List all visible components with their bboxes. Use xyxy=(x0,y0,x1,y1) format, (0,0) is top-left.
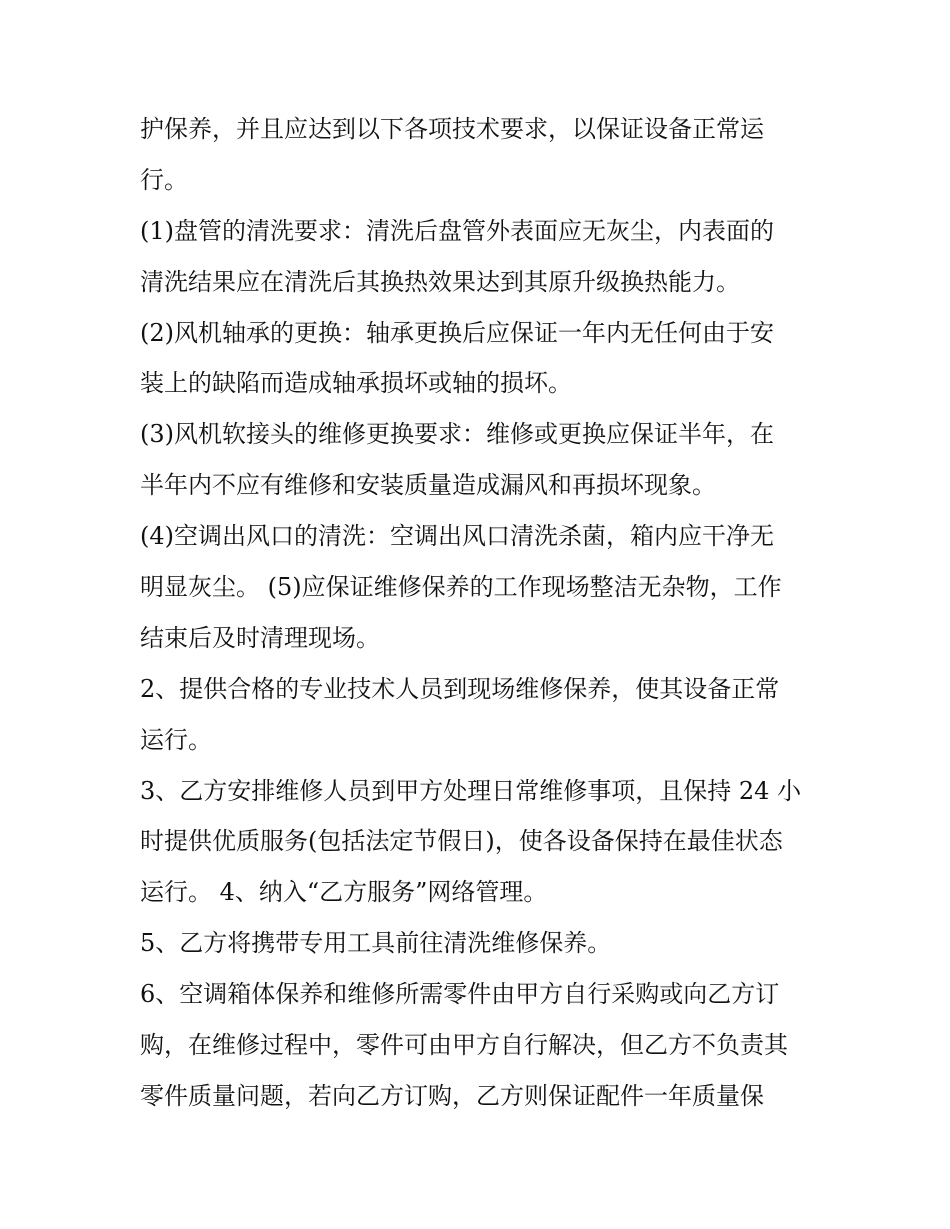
text-line: 半年内不应有维修和安装质量造成漏风和再损坏现象。 xyxy=(140,471,716,500)
text-line: 结束后及时清理现场。 xyxy=(140,623,380,652)
text-line: 清洗结果应在清洗后其换热效果达到其原升级换热能力。 xyxy=(140,267,740,296)
text-line: 时提供优质服务(包括法定节假日)，使各设备保持在最佳状态 xyxy=(140,827,783,856)
text-line: 护保养，并且应达到以下各项技术要求，以保证设备正常运 xyxy=(140,115,764,143)
text-line: 5、乙方将携带专用工具前往清洗维修保养。 xyxy=(140,929,612,958)
text-line: 3、乙方安排维修人员到甲方处理日常维修事项，且保持 24 小 xyxy=(140,776,802,805)
document-body xyxy=(140,104,820,1122)
text-line: 运行。 xyxy=(140,725,212,754)
text-line: 行。 xyxy=(140,165,188,194)
text-line: 明显灰尘。 (5)应保证维修保养的工作现场整洁无杂物，工作 xyxy=(140,573,782,602)
text-line: (4)空调出风口的清洗：空调出风口清洗杀菌，箱内应干净无 xyxy=(140,522,774,551)
text-line: 运行。 4、纳入“乙方服务”网络管理。 xyxy=(140,878,548,907)
text-line: (3)风机软接头的维修更换要求：维修或更换应保证半年，在 xyxy=(140,420,774,449)
text-line: 装上的缺陷而造成轴承损坏或轴的损坏。 xyxy=(140,369,572,398)
text-line: 2、提供合格的专业技术人员到现场维修保养，使其设备正常 xyxy=(140,674,780,703)
text-line: 购，在维修过程中，零件可由甲方自行解决，但乙方不负责其 xyxy=(140,1031,788,1060)
text-line: 零件质量问题，若向乙方订购，乙方则保证配件一年质量保 xyxy=(140,1081,764,1110)
text-line: (2)风机轴承的更换：轴承更换后应保证一年内无任何由于安 xyxy=(140,318,774,347)
text-line: 6、空调箱体保养和维修所需零件由甲方自行采购或向乙方订 xyxy=(140,980,780,1009)
text-line: (1)盘管的清洗要求：清洗后盘管外表面应无灰尘，内表面的 xyxy=(140,216,774,245)
